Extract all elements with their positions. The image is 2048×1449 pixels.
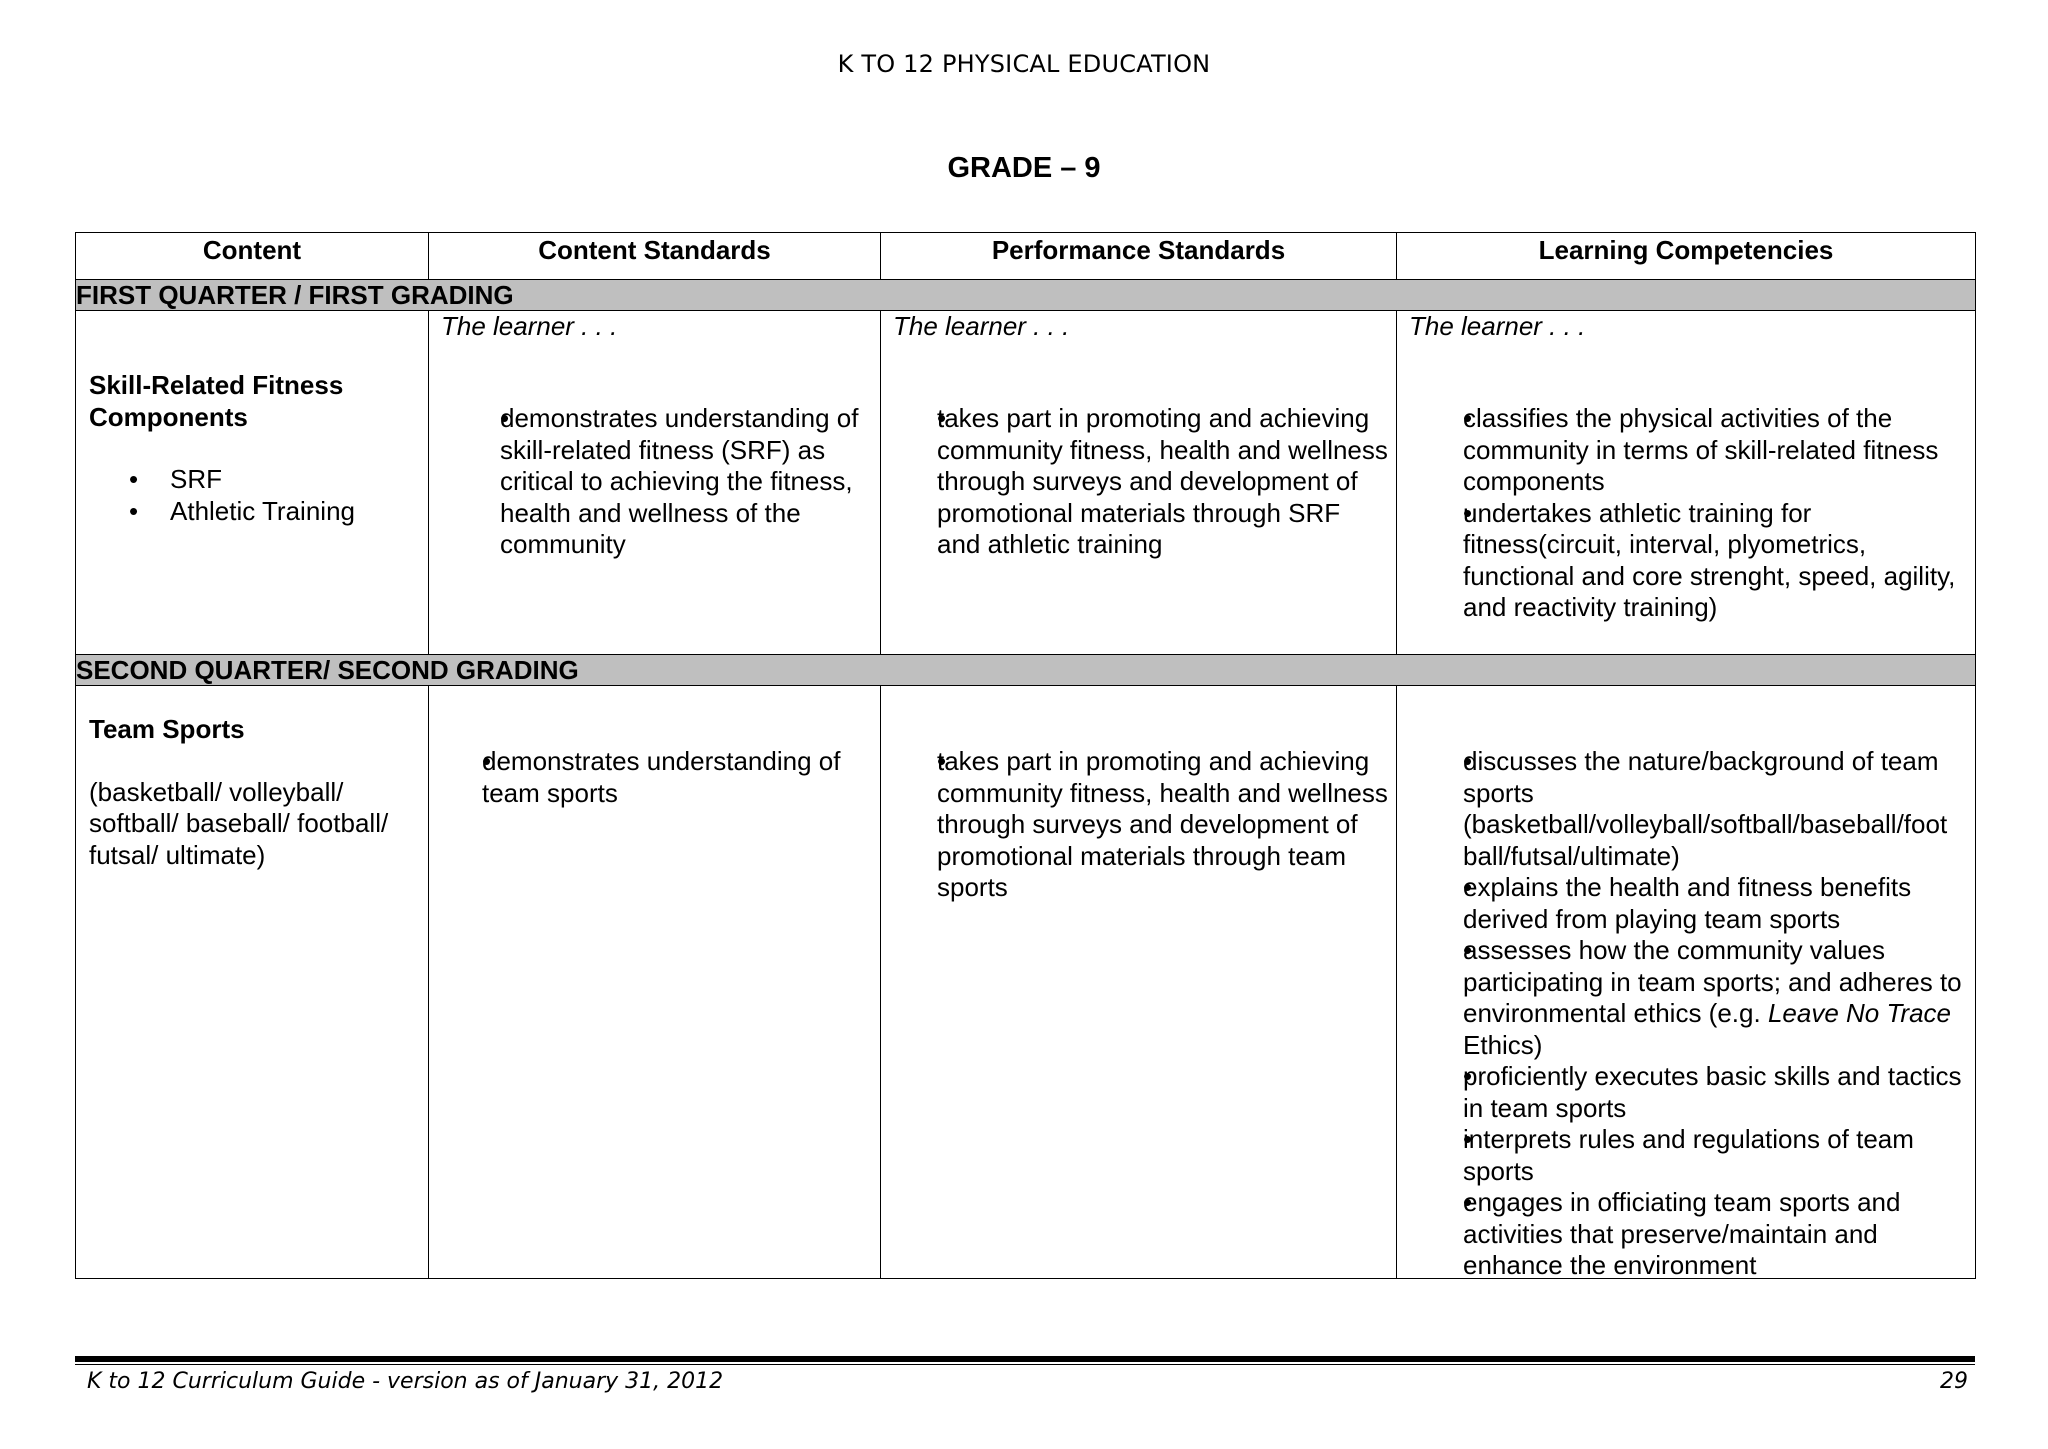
list-item: • SRF [126,464,426,496]
quarter-row-first [76,280,1976,311]
list-item-emphasis: Leave No Trace [1767,998,1951,1028]
content-cell [76,311,429,655]
content-topic [89,370,343,433]
topic-title-line: Skill-Related Fitness [89,370,344,400]
list-item: • interprets rules and regulations of team sports [1428,1124,1973,1187]
topic-title [89,370,343,433]
column-header-performance-standards: Performance Standards [881,233,1397,280]
content-standards-list [450,403,875,561]
page-header: K TO 12 PHYSICAL EDUCATION [837,50,1211,78]
list-item: • proficiently executes basic skills and tactics in team sports [1428,1061,1973,1124]
list-item: • classifies the physical activities of the community in terms of skill-related fitness components [1428,403,1968,498]
curriculum-table [75,232,1976,1279]
list-item: • engages in officiating team sports and activities that preserve/maintain and enhance the environment [1428,1187,1973,1282]
list-item: • takes part in promoting and achieving community fitness, health and wellness through surveys and development of promotional materials through team sports [894,746,1394,904]
content-standards-cell [429,311,881,655]
quarter-row-second [76,655,1976,686]
learner-label: The learner . . . [893,311,1070,341]
content-standards-list [442,746,877,809]
list-item-text: assesses how the community values participating in team sports; and adheres to environmental ethics (e.g. [1463,935,1962,1028]
learning-competencies-cell [1397,686,1976,1279]
list-item: • undertakes athletic training for fitness(circuit, interval, plyometrics, functional and core strenght, speed, agility, and reactivity training) [1428,498,1968,624]
table-header-row [76,233,1976,280]
quarter-heading: SECOND QUARTER/ SECOND GRADING [76,655,1976,686]
learning-competencies-list [1428,746,1973,1282]
content-cell [76,686,429,1279]
column-header-content-standards: Content Standards [429,233,881,280]
content-standards-cell [429,686,881,1279]
table-row [76,311,1976,655]
topic-title: Team Sports [89,714,245,744]
list-item: • takes part in promoting and achieving community fitness, health and wellness through surveys and development of promotional materials through SRF and athletic training [894,403,1389,561]
column-header-content: Content [76,233,429,280]
list-item: • demonstrates understanding of team sports [442,746,877,809]
list-item-text: Ethics) [1463,1029,1543,1060]
learning-competencies-cell [1397,311,1976,655]
performance-standards-cell [881,311,1397,655]
quarter-heading: FIRST QUARTER / FIRST GRADING [76,280,1976,311]
learner-label: The learner . . . [441,311,618,341]
list-item: • Athletic Training [126,496,426,528]
list-item: • demonstrates understanding of skill-related fitness (SRF) as critical to achieving the fitness, health and wellness of the community [450,403,875,561]
performance-standards-list [894,746,1394,904]
performance-standards-cell [881,686,1397,1279]
list-item: • discusses the nature/background of team sports (basketball/volleyball/softball/baseball/foot ball/futsal/ultimate) [1428,746,1973,872]
footer-guide-version: K to 12 Curriculum Guide - version as of January 31, 2012 [87,1369,724,1394]
list-item [1428,935,1973,1061]
grade-title: GRADE – 9 [947,152,1101,184]
topic-title-line: Components [89,401,248,432]
topic-description: (basketball/ volleyball/ softball/ baseball/ football/ futsal/ ultimate) [89,776,389,870]
footer-rule [75,1356,1975,1365]
learning-competencies-list [1428,403,1968,624]
learner-label: The learner . . . [1409,311,1586,341]
list-item: • explains the health and fitness benefits derived from playing team sports [1428,872,1973,935]
column-header-learning-competencies: Learning Competencies [1397,233,1976,280]
content-topic [89,714,419,871]
footer-page-number: 29 [1940,1369,1968,1394]
content-items [126,464,426,527]
performance-standards-list [894,403,1389,561]
table-row [76,686,1976,1279]
